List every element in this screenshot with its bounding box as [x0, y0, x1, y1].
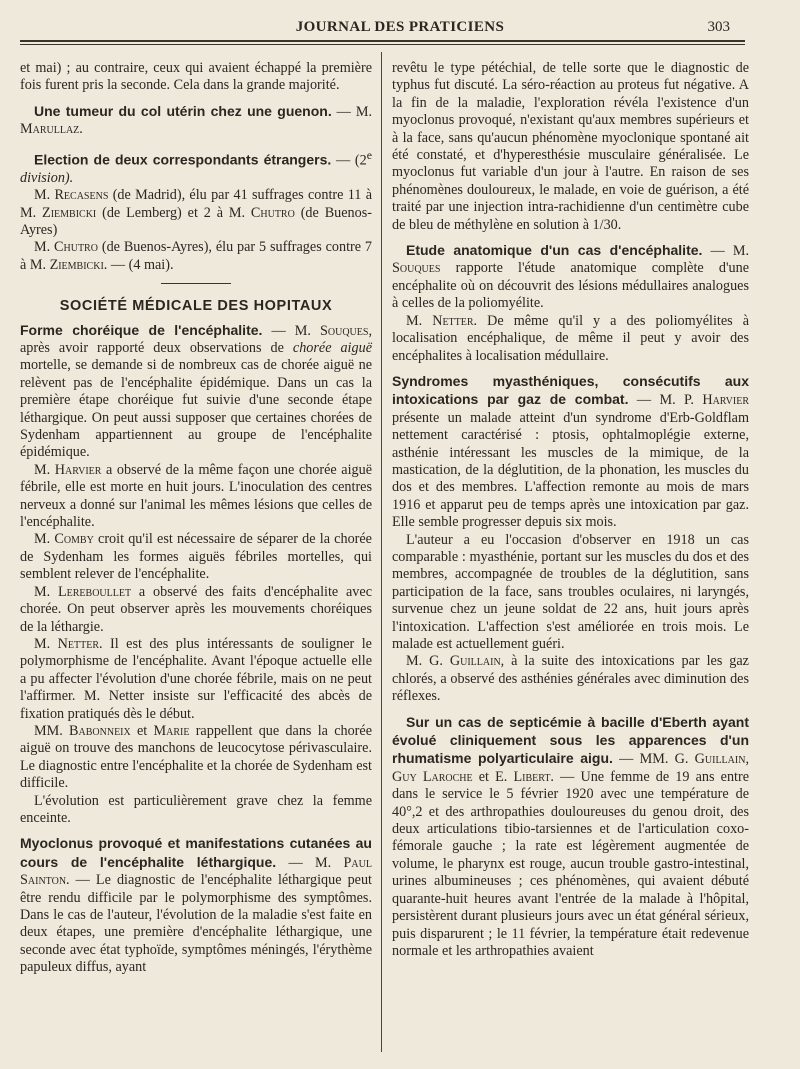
article-syndromes: Syndromes myasthéniques, consécutifs aux intoxications par gaz de combat. — M. P. Harvier présente un malade atteint d'un syndrome d'Erb-Goldflam nettement caractérisé : ptosis, ophtalmoplégie externe, asthénie intéressant les muscles de la mimique, de la mastication, de la déglutition, de la phonation, les muscles du dos et des membres. L'affection remonte au mois de mars 1916 et apparut peu de temps après une intoxication par gaz. Elle semble progresser depuis six mois.: [392, 372, 749, 531]
paragraph: M. Harvier a observé de la même façon une chorée aiguë fébrile, elle est morte en huit jours. L'inoculation des centres nerveux a donné sur l'animal les mêmes lésions que celles de l'encéphalite.: [20, 461, 372, 531]
author-name: Guillain,: [694, 751, 749, 768]
running-title: JOURNAL DES PRATICIENS: [295, 19, 505, 35]
author-name: Paul Sainton.: [20, 854, 372, 889]
page-number: 303: [707, 19, 730, 35]
article-title: Syndromes myasthéniques, consécutifs aux intoxications par gaz de combat.: [392, 372, 749, 408]
article-tumeur: Une tumeur du col utérin chez une guenon. — M. Marullaz.: [20, 102, 372, 138]
header-rule: [20, 40, 745, 42]
paragraph: M. Chutro (de Buenos-Ayres), élu par 5 suffrages contre 7 à M. Ziembicki. — (4 mai).: [20, 239, 373, 273]
article-title: Election de deux correspondants étrangers.: [34, 151, 332, 168]
paragraph: M. G. Guillain, à la suite des intoxications par les gaz chlorés, a observé des asthénies générales avec diminution des réflexes.: [392, 653, 749, 705]
paragraph: M. Netter. Il est des plus intéressants de souligner le polymorphisme de l'encéphalite. Avant l'époque actuelle elle a pu affecter l'évolution d'une chorée fébrile, mais on ne peut l'affirmer. M. Netter insiste sur l'efficacité des abcès de fixation pratiqués dès le début.: [20, 635, 372, 722]
paragraph: M. Netter. De même qu'il y a des poliomyélites à localisation encéphalique, de même il peut y avoir des encéphalites à localisation médullaire.: [392, 312, 750, 364]
author-name: Comby: [54, 531, 94, 548]
article-chorea: Forme choréique de l'encéphalite. — M. Souques, après avoir rapporté deux observations de chorée aiguë mortelle, se demande si de nombreux cas de chorée aiguë ne relèvent pas de l'encéphalite épidémique. Dans un cas la première étape choréique fut suivie d'une seconde étape léthargique. On peut aussi supposer que certaines chorées de Sydenham appartiennent au groupe de l'encéphalite épidémique.: [20, 321, 372, 461]
article-myoclonus: Myoclonus provoqué et manifestations cutanées au cours de l'encéphalite léthargique. — M. Paul Sainton. — Le diagnostic de l'encéphalite léthargique peut être rendu difficile par le polymorphisme des symptômes. Dans le cas de l'auteur, l'évolution de la maladie s'est faite en deux étapes, une première d'encéphalite léthargique, une seconde avec état typhoïde, symptômes méningés, l'érythème papuleux diffus, ayant: [20, 835, 372, 976]
author-name: Babonneix: [69, 722, 131, 739]
article-title: Etude anatomique d'un cas d'encéphalite.: [406, 242, 703, 259]
author-name: Guillain,: [449, 653, 505, 670]
paragraph: MM. Babonneix et Marie rappellent que dans la chorée aiguë on trouve des manchons de leucocytose périvasculaire. Le diagnostic entre l'encéphalite et la chorée de Sydenham est difficile.: [20, 722, 372, 792]
paragraph: L'auteur a eu l'occasion d'observer en 1918 un cas comparable : myasthénie, portant sur les muscles du dos et des membres, accompagnée de troubles de la déglutition, sans participation de la face, sans troubles oculaires, ni laryngés, survenue chez un jeune soldat de 22 ans, huit jours après l'intoxication. L'affection s'est améliorée en trois mois. Le malade est actuellement guéri.: [392, 531, 749, 652]
paragraph: L'évolution est particulièrement grave chez la femme enceinte.: [20, 792, 372, 826]
author-name: Libert.: [513, 768, 554, 785]
author-name: Marullaz.: [20, 121, 83, 138]
author-name: Harvier: [54, 461, 102, 478]
author-name: Chutro: [250, 204, 295, 221]
article-etude: Etude anatomique d'un cas d'encéphalite. — M. Souques rapporte l'étude anatomique complète d'une encéphalite où on découvrit des lésions médullaires analogues à celles de la poliomyélite.: [392, 242, 749, 312]
author-name: Souques,: [320, 322, 372, 339]
author-name: Chutro: [54, 239, 98, 256]
article-septicemie: Sur un cas de septicémie à bacille d'Eberth ayant évolué cliniquement sous les apparences d'un rhumatisme polyarticulaire aigu. — MM. G. Guillain, Guy Laroche et E. Libert. — Une femme de 19 ans entre dans le service le 5 février 1920 avec une température de 40°,2 et des arthropathies douloureuses du genou droit, des deux articulations tibio-tarsiennes et de l'articulation coxo-fémorale gauche ; la rate est légèrement augmentée de volume, le pharynx est rouge, aucun trouble gastro-intestinal, urines albumineuses ; ces phénomènes, qui avaient débuté quarante-huit heures avant l'entrée de la malade à l'hôpital, persistèrent durant plusieurs jours avec un état général sérieux, puis disparurent ; le 11 février, la température était redevenue normale et les arthropathies avaient: [392, 713, 750, 959]
article-title: Une tumeur du col utérin chez une guenon.: [34, 102, 332, 119]
author-name: Guy Laroche: [392, 768, 473, 785]
paragraph: M. Recasens (de Madrid), élu par 41 suffrages contre 11 à M. Ziembicki (de Lemberg) et 2 à M. Chutro (de Buenos-Ayres): [20, 187, 372, 238]
author-name: Souques: [392, 260, 441, 277]
article-election: Election de deux correspondants étrangers. — (2e division).: [20, 147, 372, 186]
author-name: Recasens: [54, 187, 109, 204]
right-column: [392, 60, 749, 960]
paragraph: et mai) ; au contraire, ceux qui avaient échappé la première fois furent pris la seconde. Cela dans la grande majorité.: [20, 60, 372, 94]
author-name: Harvier: [702, 392, 749, 409]
left-column: [20, 60, 372, 977]
article-title: Myoclonus provoqué et manifestations cutanées au cours de l'encéphalite léthargique.: [20, 835, 372, 870]
section-divider: [161, 283, 231, 284]
author-name: Netter.: [57, 635, 103, 652]
author-name: Netter.: [432, 312, 478, 329]
author-name: Ziembicki.: [49, 256, 108, 273]
paragraph: revêtu le type pétéchial, de telle sorte que le diagnostic de typhus fut discuté. La séro-réaction au proteus fut négative. A la fin de la maladie, l'exploration révéla l'existence d'un myoclonus provoqué, n'existant qu'aux membres supérieurs et à la face, sans qu'aucun phénomène myoclonique spontané ait été constaté, et d'hyperesthésie musculaire généralisée. Le myoclonus fut variable d'un jour à l'autre. En raison de ses phénomènes douloureux, le malade, en voie de guérison, a été traité par une injection intra-rachidienne d'un centimètre cube de bleu de méthylène en solution à 1/30.: [392, 60, 749, 233]
paragraph: M. Comby croit qu'il est nécessaire de séparer de la chorée de Sydenham les formes aiguës fébriles mortelles, qui semblent relever de l'encéphalite.: [20, 531, 372, 583]
author-name: Marie: [153, 722, 190, 739]
header-rule-thin: [20, 44, 745, 45]
paragraph: M. Lereboullet a observé des faits d'encéphalite avec chorée. On peut observer après les mouvements choréiques de la léthargie.: [20, 583, 372, 635]
section-heading: SOCIÉTÉ MÉDICALE DES HOPITAUX: [59, 298, 333, 315]
author-name: Ziembicki: [42, 204, 97, 221]
author-name: Lereboullet: [57, 583, 132, 600]
column-divider: [381, 52, 382, 1052]
article-title: Sur un cas de septicémie à bacille d'Eberth ayant évolué cliniquement sous les apparences d'un rhumatisme polyarticulaire aigu.: [392, 713, 749, 767]
article-title: Forme choréique de l'encéphalite.: [20, 321, 263, 338]
